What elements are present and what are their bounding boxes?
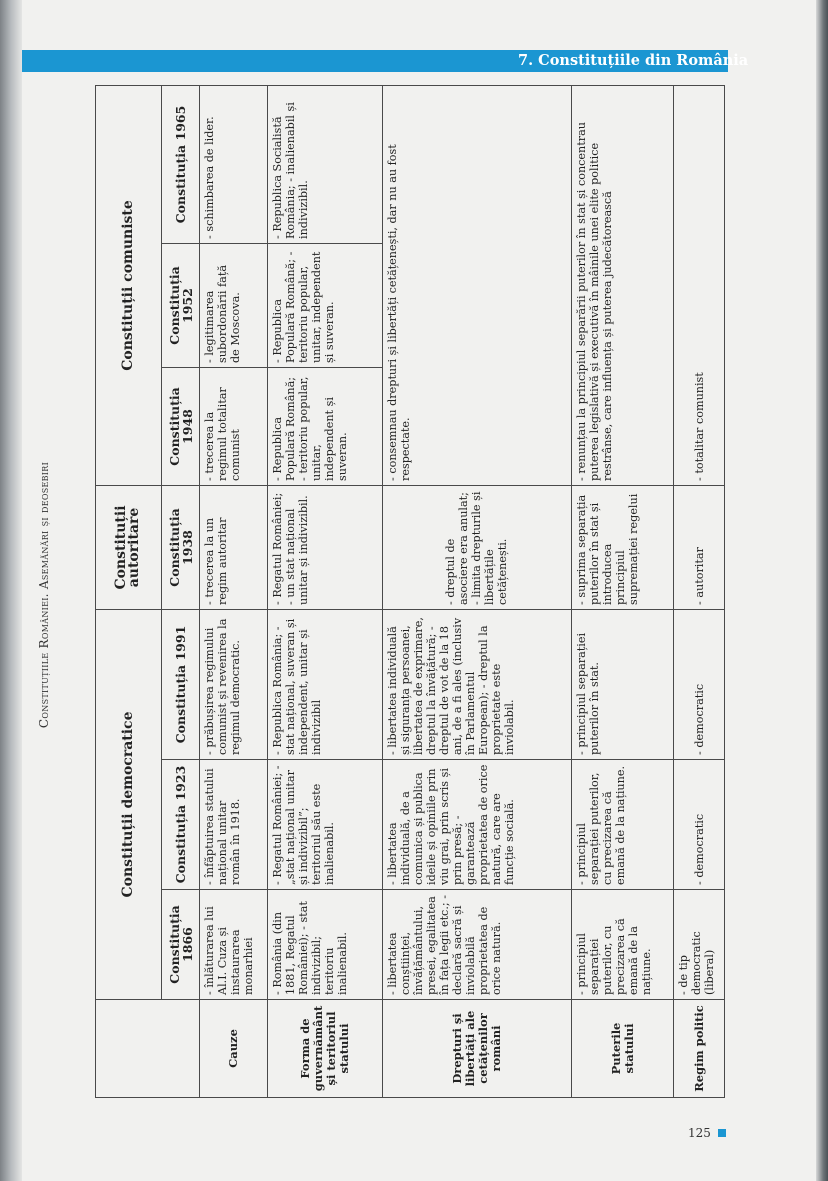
table-title: Constituțiile României. Asemănări și deosebiri [37, 461, 51, 729]
row-label-rights: Drepturi și libertăți ale cetățenilor români [382, 1000, 571, 1098]
cell-form-1923: - Regatul României; - „stat național unitar și indivizibil”; teritoriul său este inalienabil. [268, 760, 383, 890]
cell-causes-1923: - înfăptuirea statului național unitar român în 1918. [200, 760, 268, 890]
cell-powers-communist: - renunțau la principiul separării puterilor în stat și concentrau puterea legislativă și executivă în mâinile unei elite politice restrânse, care influența și puterea judecătorească [572, 85, 674, 485]
cell-powers-1923: - principiul separației puterilor, cu precizarea că emană de la națiune. [572, 760, 674, 890]
group-header-authoritarian: Constituții autoritare [96, 486, 162, 610]
cell-causes-1948: - trecerea la regimul totalitar comunist [200, 368, 268, 486]
page-edge [816, 0, 828, 1181]
cell-powers-1938: - suprima separația puterilor în stat și introducea principiul supremației regelui [572, 486, 674, 610]
row-label-powers: Puterile statului [572, 1000, 674, 1098]
cell-rights-1923: - libertatea individuală, de a comunica și publica ideile și opiniile prin viu grai, prin scris și prin presă; - garantează proprietatea de orice natură, care are funcție socială. [382, 760, 571, 890]
table-row-rights [382, 85, 571, 1097]
row-label-regime: Regim politic [674, 1000, 725, 1098]
cell-form-1938: - Regatul României; - un stat național unitar și indivizibil. [268, 486, 383, 610]
cell-regime-1866: - de tip democratic (liberal) [674, 890, 725, 1000]
cell-form-1991: - Republica România; - stat național, suveran și independent, unitar și indivizibil [268, 610, 383, 760]
book-gutter-shadow [0, 0, 22, 1181]
cell-regime-1923: - democratic [674, 760, 725, 890]
cell-causes-1938: - trecerea la un regim autoritar [200, 486, 268, 610]
cell-rights-1991: - libertatea individuală și siguranța persoanei, libertatea de exprimare, dreptul la învățătură; - dreptul de vot de la 18 ani, de a fi ales (inclusiv în Parlamentul European); - dreptul la proprietate este inviolabil. [382, 610, 571, 760]
column-header-1965: Constituția 1965 [161, 85, 199, 243]
cell-causes-1991: - prăbușirea regimului comunist și revenirea la regimul democratic. [200, 610, 268, 760]
column-header-1991: Constituția 1991 [161, 610, 199, 760]
column-header-1938: Constituția 1938 [161, 486, 199, 610]
table-row-powers [572, 85, 674, 1097]
table-row-regime [674, 85, 725, 1097]
cell-form-1952: - Republica Populară Română; - teritoriu popular, unitar, independent și suveran. [268, 244, 383, 368]
constitutions-table-container [95, 86, 725, 1098]
corner-cell [96, 1000, 200, 1098]
cell-rights-1866: - libertatea conștiinței, învățământului, presei, egalitatea în fața legii etc.; - declară sacră și inviolabilă proprietatea de orice natură. [382, 890, 571, 1000]
page-number: 125 [688, 1126, 711, 1140]
cell-powers-1991: - principiul separației puterilor în stat. [572, 610, 674, 760]
column-header-1866: Constituția 1866 [161, 890, 199, 1000]
cell-form-1948: - Republica Populară Română; - teritoriu popular, unitar, independent și suveran. [268, 368, 383, 486]
cell-regime-1991: - democratic [674, 610, 725, 760]
page-number-marker [718, 1129, 726, 1137]
table-row-form [268, 85, 383, 1097]
row-label-causes: Cauze [200, 1000, 268, 1098]
cell-regime-1938: - autoritar [674, 486, 725, 610]
constitutions-comparison-table [95, 85, 725, 1098]
column-header-1948: Constituția 1948 [161, 368, 199, 486]
cell-causes-1866: - înlăturarea lui Al.I. Cuza și instaurarea monarhiei [200, 890, 268, 1000]
cell-powers-1866: - principiul separației puterilor, cu precizarea că emană de la națiune. [572, 890, 674, 1000]
cell-form-1866: - România (din 1881, Regatul României); - stat indivizibil; teritoriu inalienabil. [268, 890, 383, 1000]
group-header-communist: Constituții comuniste [96, 85, 162, 485]
cell-form-1965: - Republica Socialistă România; - inalienabil și indivizibil. [268, 85, 383, 243]
cell-rights-communist: - consemnau drepturi și libertăți cetățenești, dar nu au fost respectate. [382, 85, 571, 485]
cell-regime-communist: - totalitar comunist [674, 85, 725, 485]
column-header-1923: Constituția 1923 [161, 760, 199, 890]
column-header-1952: Constituția 1952 [161, 244, 199, 368]
chapter-title: 7. Constituțiile din România [518, 52, 749, 69]
table-row-causes [200, 85, 268, 1097]
row-label-form: Forma de guvernământ și teritoriul statului [268, 1000, 383, 1098]
cell-causes-1965: - schimbarea de lider. [200, 85, 268, 243]
cell-rights-1938: - dreptul de asociere era anulat; - limita drepturile și libertățile cetățenești. [382, 486, 571, 610]
group-header-democratic: Constituții democratice [96, 610, 162, 1000]
cell-causes-1952: - legitimarea subordonării față de Moscova. [200, 244, 268, 368]
